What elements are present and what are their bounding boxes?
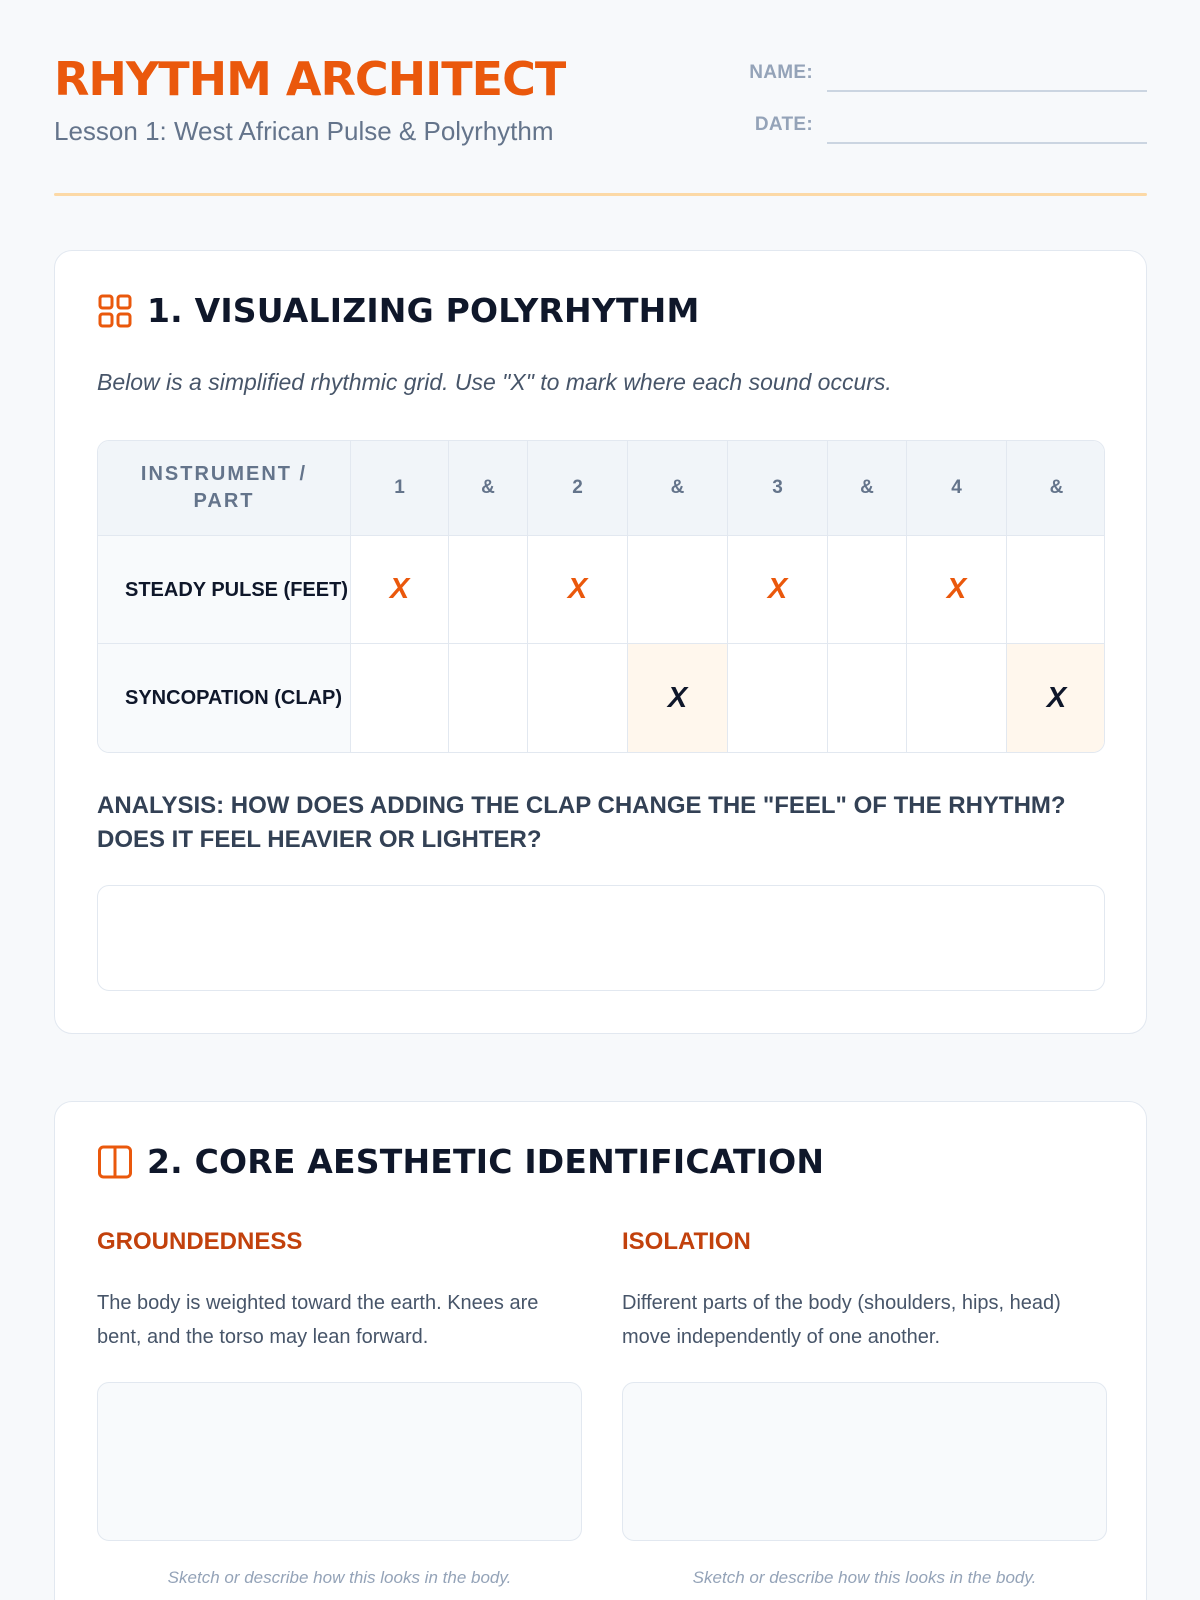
grid-header-beat: 2 bbox=[528, 441, 628, 536]
page-title: RHYTHM ARCHITECT bbox=[54, 52, 566, 106]
grid-cell[interactable] bbox=[1007, 536, 1105, 644]
grid-header-beat: 4 bbox=[907, 441, 1007, 536]
section-1-heading bbox=[97, 291, 700, 330]
grid-instructions: Below is a simplified rhythmic grid. Use "X" to mark where each sound occurs. bbox=[97, 369, 892, 395]
section-2-title: 2. CORE AESTHETIC IDENTIFICATION bbox=[147, 1142, 825, 1181]
grid-cell[interactable] bbox=[351, 536, 449, 644]
grid-cell[interactable] bbox=[728, 644, 828, 752]
grid-header-beat: 1 bbox=[351, 441, 449, 536]
x-mark: X bbox=[946, 573, 967, 605]
grid-cell[interactable] bbox=[628, 536, 728, 644]
isolation-description: Different parts of the body (shoulders, hips, head) move independently of one another. bbox=[622, 1292, 1061, 1348]
grid-cell[interactable] bbox=[828, 644, 907, 752]
name-label: NAME: bbox=[749, 62, 813, 83]
grid-header-beat: 3 bbox=[728, 441, 828, 536]
x-mark: X bbox=[667, 681, 688, 714]
groundedness-sketch-caption: Sketch or describe how this looks in the body. bbox=[167, 1568, 512, 1587]
grid-row-label: SYNCOPATION (CLAP) bbox=[98, 644, 351, 752]
section-visualizing-polyrhythm bbox=[54, 250, 1147, 1034]
isolation-heading: ISOLATION bbox=[622, 1228, 751, 1255]
groundedness-description: The body is weighted toward the earth. Knees are bent, and the torso may lean forward. bbox=[97, 1292, 539, 1348]
grid-cell[interactable] bbox=[907, 644, 1007, 752]
isolation-column bbox=[622, 1230, 1107, 1354]
grid-header-beat: & bbox=[449, 441, 528, 536]
grid-header-beat: & bbox=[828, 441, 907, 536]
x-mark: X bbox=[1046, 681, 1067, 714]
grid-header-instrument: INSTRUMENT / PART bbox=[98, 441, 351, 536]
isolation-sketch-caption: Sketch or describe how this looks in the body. bbox=[692, 1568, 1037, 1587]
groundedness-sketch-box[interactable] bbox=[97, 1382, 582, 1541]
x-mark: X bbox=[767, 573, 788, 605]
name-field[interactable] bbox=[827, 90, 1147, 92]
rhythm-grid bbox=[97, 440, 1105, 753]
grid-cell[interactable] bbox=[828, 536, 907, 644]
grid-cell[interactable] bbox=[728, 536, 828, 644]
grid-cell[interactable] bbox=[1007, 644, 1105, 752]
section-2-heading bbox=[97, 1142, 824, 1181]
section-core-aesthetic bbox=[54, 1101, 1147, 1600]
grid-cell[interactable] bbox=[528, 536, 628, 644]
grid-cell[interactable] bbox=[528, 644, 628, 752]
worksheet-header bbox=[54, 48, 1147, 198]
grid-cell[interactable] bbox=[449, 536, 528, 644]
columns-icon bbox=[97, 1144, 133, 1180]
date-label: DATE: bbox=[754, 114, 813, 135]
grid-header-beat: & bbox=[628, 441, 728, 536]
x-mark: X bbox=[389, 573, 410, 605]
date-field[interactable] bbox=[827, 142, 1147, 144]
header-divider bbox=[54, 193, 1147, 196]
groundedness-heading: GROUNDEDNESS bbox=[97, 1228, 303, 1255]
grid-cell[interactable] bbox=[628, 644, 728, 752]
analysis-answer-box[interactable] bbox=[97, 885, 1105, 991]
grid-icon bbox=[97, 293, 133, 329]
x-mark: X bbox=[567, 573, 588, 605]
isolation-sketch-box[interactable] bbox=[622, 1382, 1107, 1541]
grid-cell[interactable] bbox=[449, 644, 528, 752]
grid-cell[interactable] bbox=[351, 644, 449, 752]
analysis-question: ANALYSIS: HOW DOES ADDING THE CLAP CHANGE THE "FEEL" OF THE RHYTHM? DOES IT FEEL HEAVIER OR LIGHTER? bbox=[97, 792, 1066, 853]
section-1-title: 1. VISUALIZING POLYRHYTHM bbox=[147, 291, 700, 330]
grid-row-label: STEADY PULSE (FEET) bbox=[98, 536, 351, 644]
groundedness-column bbox=[97, 1230, 582, 1354]
grid-cell[interactable] bbox=[907, 536, 1007, 644]
grid-header-beat: & bbox=[1007, 441, 1105, 536]
page-subtitle: Lesson 1: West African Pulse & Polyrhythm bbox=[54, 116, 554, 146]
